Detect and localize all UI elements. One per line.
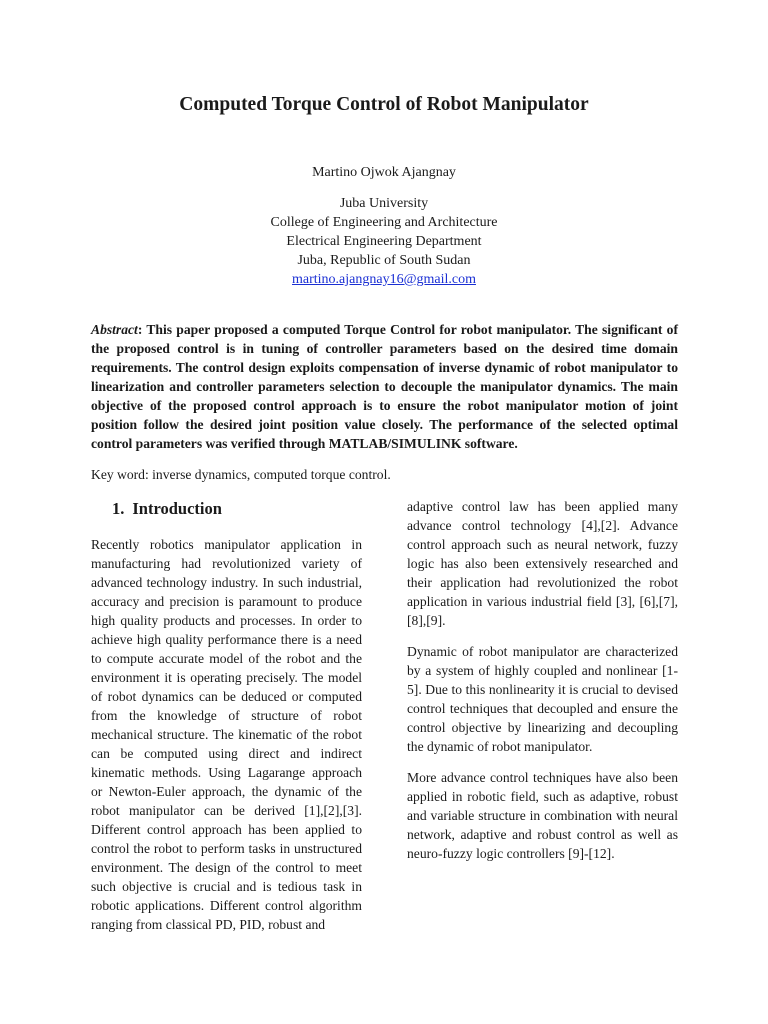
author-name: Martino Ojwok Ajangnay <box>312 165 456 180</box>
abstract <box>91 320 678 453</box>
affiliation-location: Juba, Republic of South Sudan <box>297 253 471 268</box>
intro-paragraph-1: Recently robotics manipulator application in manufacturing had revolutionized variety of advanced technology industry. In such industrial, accuracy and precision is paramount to produce high quality products and processes. In order to achieve high quality performance there is a need to compute accurate model of the robot and the environment it is operating precisely. The model of robot dynamics can be deduced or computed from the knowledge of structure of robot mechanical structure. The kinematic of the robot can be computed using direct and indirect kinematic methods. Using Lagarange approach or Newton-Euler approach, the dynamic of the robot manipulator can be derived [1],[2],[3]. Different control approach has been applied to control the robot to perform tasks in unstructured environment. The design of the control to meet such objective is crucial and is tedious task in robotic applications. Different control algorithm ranging from classical PD, PID, robust and <box>91 537 362 932</box>
affiliation-department: Electrical Engineering Department <box>286 234 482 249</box>
affiliation-college: College of Engineering and Architecture <box>270 215 498 230</box>
author-email-link[interactable]: martino.ajangnay16@gmail.com <box>292 272 476 287</box>
left-column <box>91 535 362 946</box>
keywords: Key word: inverse dynamics, computed torque control. <box>91 467 391 482</box>
paper-title: Computed Torque Control of Robot Manipulator <box>179 94 589 115</box>
right-column <box>407 497 678 875</box>
intro-paragraph-4: More advance control techniques have also been applied in robotic field, such as adaptive, robust and variable structure in combination with neural network, adaptive and robust control as well as neuro-fuzzy logic controllers [9]-[12]. <box>407 770 678 861</box>
intro-paragraph-2: adaptive control law has been applied many advance control technology [4],[2]. Advance control approach such as neural network, fuzzy logic has also been extensively researched and their application had revolutionized the robot application in various industrial field [3], [6],[7],[8],[9]. <box>407 499 678 628</box>
abstract-label: Abstract <box>91 322 138 337</box>
affiliation-block <box>0 194 768 289</box>
section-number: 1. <box>112 499 125 518</box>
affiliation-university: Juba University <box>339 196 429 211</box>
intro-paragraph-3: Dynamic of robot manipulator are characterized by a system of highly coupled and nonlinear [1-5]. Due to this nonlinearity it is crucial to devised control techniques that decoupled and ensure the control objective by linearizing and decoupling the dynamic of robot manipulator. <box>407 644 678 754</box>
section-heading-introduction <box>112 498 222 520</box>
abstract-text: : This paper proposed a computed Torque Control for robot manipulator. The significant of the proposed control is in tuning of controller parameters based on the desired time domain requirements. The control design exploits compensation of inverse dynamic of robot manipulator to linearization and controller parameters selection to decouple the manipulator dynamics. The main objective of the proposed control approach is to ensure the robot manipulator motion of joint position follow the desired joint position value closely. The performance of the selected optimal control parameters was verified through MATLAB/SIMULINK software. <box>91 322 678 451</box>
section-title: Introduction <box>132 499 222 518</box>
